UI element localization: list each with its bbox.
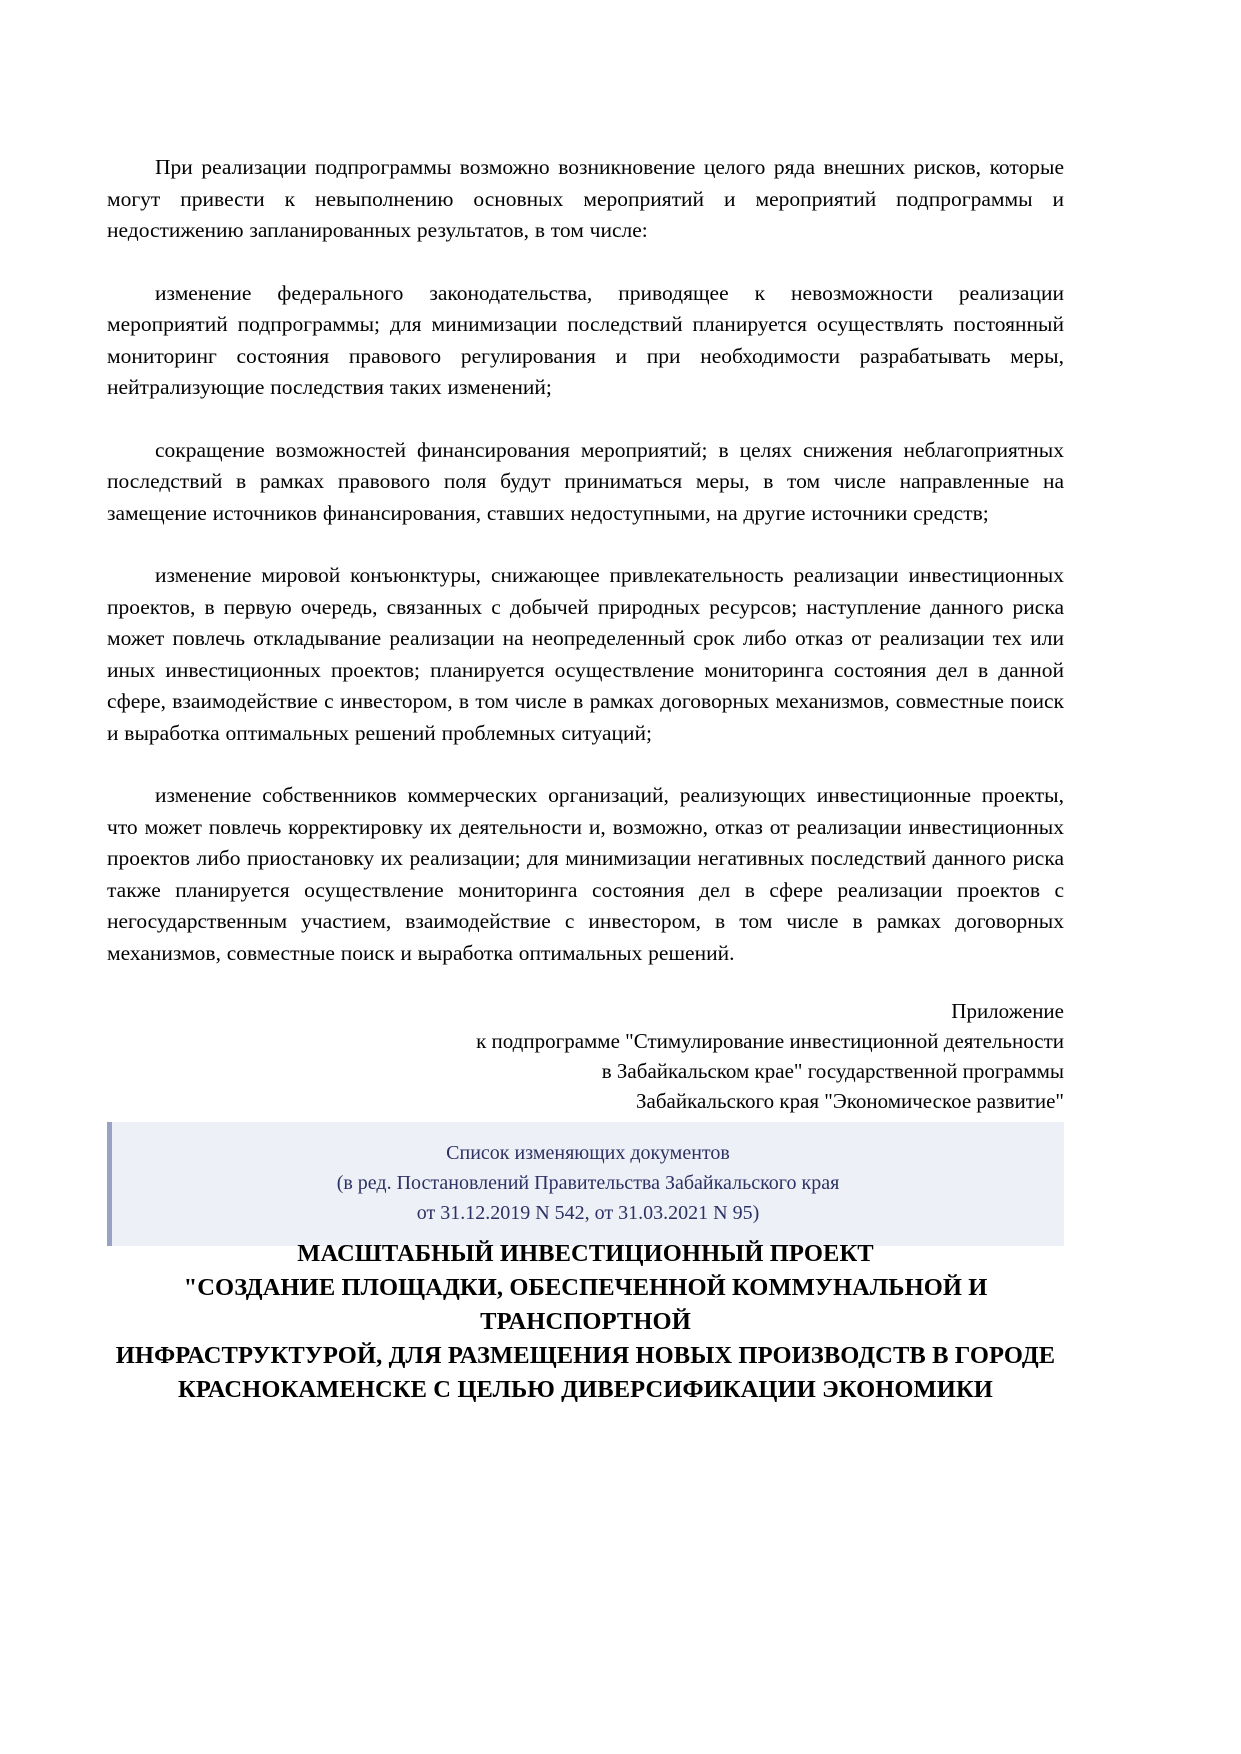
- page-title-line-4: КРАСНОКАМЕНСКЕ С ЦЕЛЬЮ ДИВЕРСИФИКАЦИИ ЭКОНОМИКИ: [178, 1376, 993, 1403]
- changing-documents-line-3: от 31.12.2019 N 542, от 31.03.2021 N 95): [416, 1202, 760, 1224]
- appendix-reference-line-3: в Забайкальском крае" государственной программы: [601, 1059, 1064, 1083]
- paragraph-ownership-change-risk: изменение собственников коммерческих организаций, реализующих инвестиционные проекты, что может повлечь корректировку их деятельности и, возможно, отказ от реализации инвестиционных проектов либо приостановку их реализации; для минимизации негативных последствий данного риска также планируется осуществление мониторинга состояния дел в сфере реализации проектов с негосударственным участием, взаимодействие с инвестором, в том числе в рамках договорных механизмов, совместные поиск и выработка оптимальных решений.: [107, 783, 1064, 965]
- appendix-reference-line-4: Забайкальского края "Экономическое развитие": [636, 1089, 1064, 1113]
- page-title-line-3: ИНФРАСТРУКТУРОЙ, ДЛЯ РАЗМЕЩЕНИЯ НОВЫХ ПРОИЗВОДСТВ В ГОРОДЕ: [115, 1342, 1056, 1369]
- changing-documents-box: [107, 1122, 1064, 1246]
- paragraph-federal-legislation-risk: изменение федерального законодательства, приводящее к невозможности реализации мероприятий подпрограммы; для минимизации последствий планируется осуществлять постоянный мониторинг состояния правового регулирования и при необходимости разрабатывать меры, нейтрализующие последствия таких изменений;: [107, 280, 1064, 399]
- page-title-line-1: МАСШТАБНЫЙ ИНВЕСТИЦИОННЫЙ ПРОЕКТ: [297, 1240, 874, 1267]
- appendix-reference-line-1: Приложение: [951, 999, 1064, 1023]
- changing-documents-line-2: (в ред. Постановлений Правительства Забайкальского края: [336, 1172, 840, 1194]
- appendix-reference-line-2: к подпрограмме "Стимулирование инвестиционной деятельности: [476, 1029, 1064, 1053]
- page-title: [107, 1237, 1064, 1407]
- appendix-reference: [107, 996, 1064, 1116]
- page-title-line-2: "СОЗДАНИЕ ПЛОЩАДКИ, ОБЕСПЕЧЕННОЙ КОММУНАЛЬНОЙ И ТРАНСПОРТНОЙ: [183, 1274, 988, 1335]
- paragraph-funding-reduction-risk: сокращение возможностей финансирования мероприятий; в целях снижения неблагоприятных последствий в рамках правового поля будут приниматься меры, в том числе направленные на замещение источников финансирования, ставших недоступными, на другие источники средств;: [107, 437, 1064, 525]
- changing-documents-heading: Список изменяющих документов: [446, 1142, 730, 1164]
- document-body: [107, 152, 1064, 969]
- paragraph-external-risks-intro: При реализации подпрограммы возможно возникновение целого ряда внешних рисков, которые могут привести к невыполнению основных мероприятий и мероприятий подпрограммы и недостижению запланированных результатов, в том числе:: [107, 155, 1064, 242]
- paragraph-world-market-risk: изменение мировой конъюнктуры, снижающее привлекательность реализации инвестиционных проектов, в первую очередь, связанных с добычей природных ресурсов; наступление данного риска может повлечь откладывание реализации на неопределенный срок либо отказ от реализации тех или иных инвестиционных проектов; планируется осуществление мониторинга состояния дел в данной сфере, взаимодействие с инвестором, в том числе в рамках договорных механизмов, совместные поиск и выработка оптимальных решений проблемных ситуаций;: [107, 563, 1064, 745]
